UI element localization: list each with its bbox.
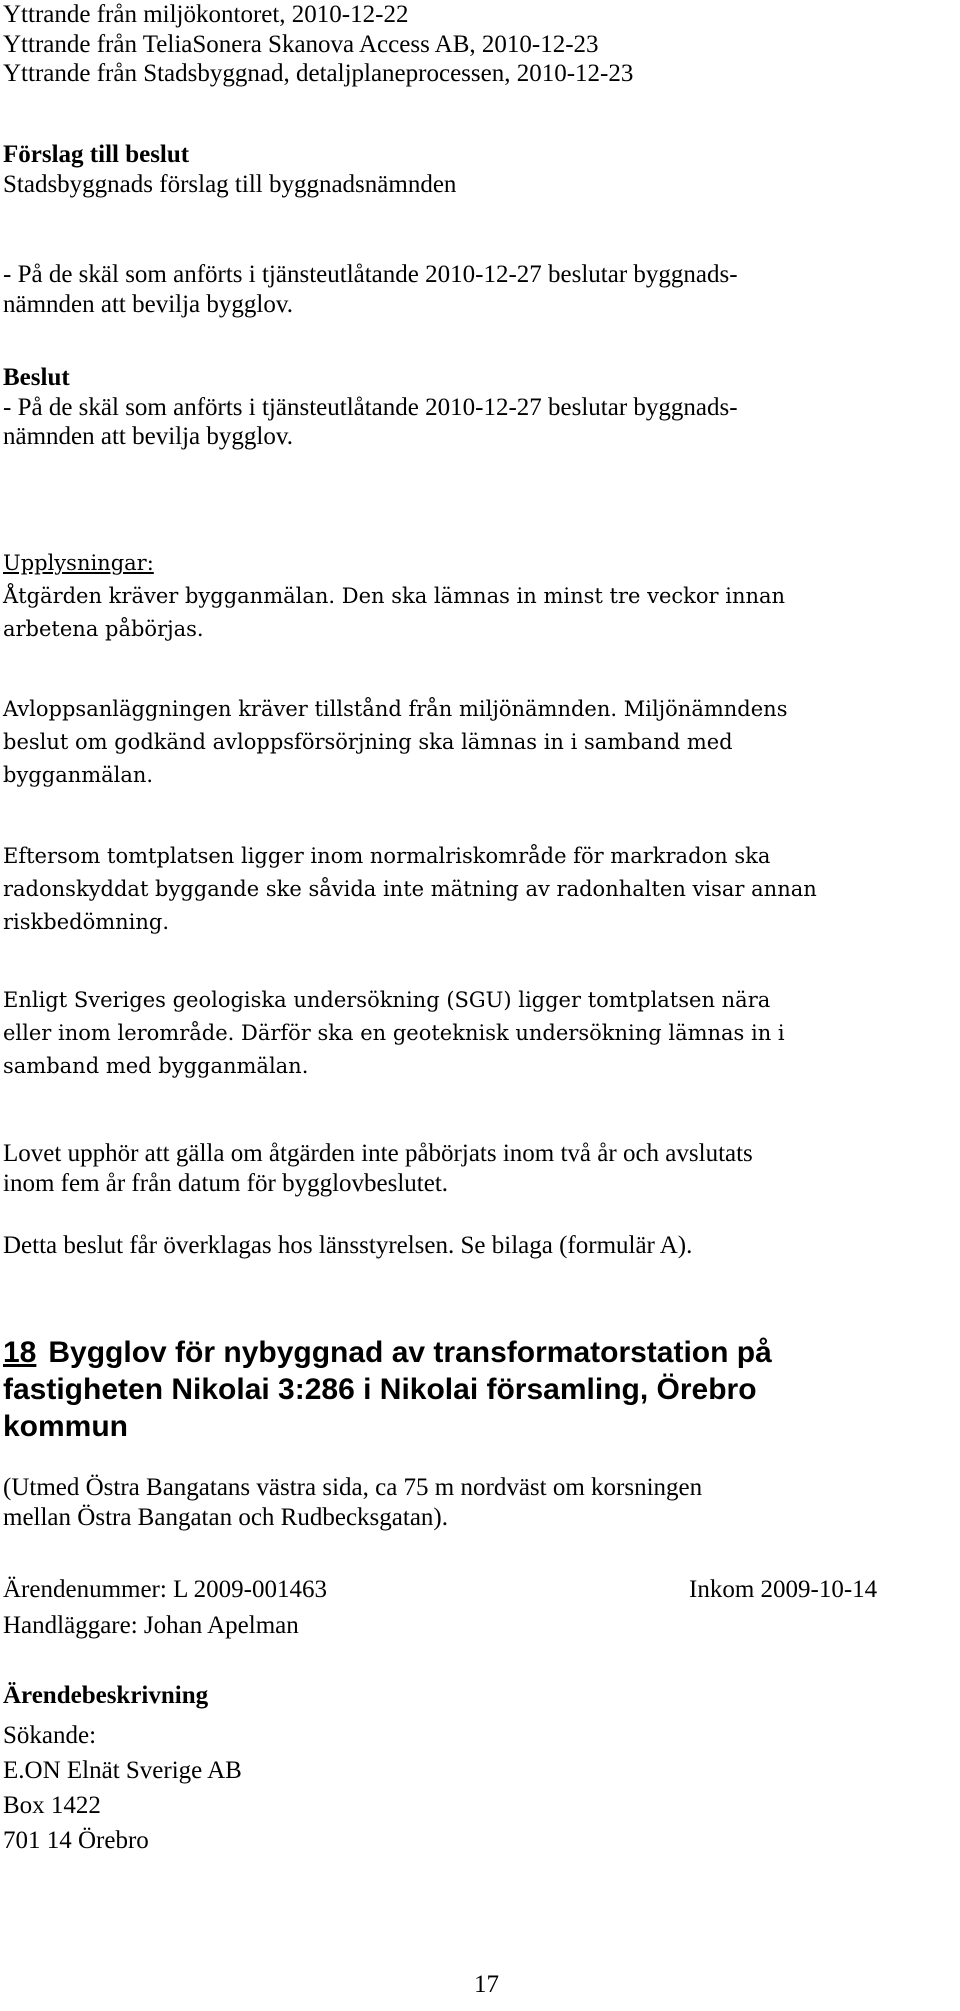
decision-text-line: nämnden att bevilja bygglov.: [3, 423, 293, 450]
received-date: Inkom 2009-10-14: [689, 1576, 878, 1603]
item-title: Bygglov för nybyggnad av transformatorstation på: [48, 1336, 772, 1369]
case-handler: Handläggare: Johan Apelman: [3, 1612, 299, 1639]
location-line: mellan Östra Bangatan och Rudbecksgatan).: [3, 1503, 448, 1531]
proposal-subheading: Stadsbyggnads förslag till byggnadsnämnden: [3, 170, 457, 198]
information-line: eller inom lerområde. Därför ska en geoteknisk undersökning lämnas in i: [3, 1021, 785, 1045]
information-line: beslut om godkänd avloppsförsörjning ska lämnas in i samband med: [3, 730, 733, 754]
page-number: 17: [474, 1971, 499, 1998]
proposal-section: [3, 140, 456, 199]
validity-paragraph: [3, 1139, 753, 1198]
location-line: (Utmed Östra Bangatans västra sida, ca 75 m nordväst om korsningen: [3, 1474, 703, 1501]
information-line: samband med bygganmälan.: [3, 1054, 309, 1078]
applicant-name: E.ON Elnät Sverige AB: [3, 1757, 242, 1784]
item-title: fastigheten Nikolai 3:286 i Nikolai församling, Örebro: [3, 1373, 757, 1406]
proposal-text-line: - På de skäl som anförts i tjänsteutlåtande 2010-12-27 beslutar byggnads-: [3, 261, 738, 288]
information-section: [3, 547, 785, 646]
applicant-block: [3, 1718, 242, 1858]
information-line: radonskyddat byggande ske såvida inte mätning av radonhalten visar annan: [3, 877, 817, 901]
information-line: arbetena påbörjas.: [3, 617, 204, 641]
information-paragraph: [3, 840, 817, 939]
proposal-heading: Förslag till beslut: [3, 141, 190, 168]
appeal-line: Detta beslut får överklagas hos länsstyrelsen. Se bilaga (formulär A).: [3, 1232, 693, 1259]
intro-line: Yttrande från miljökontoret, 2010-12-22: [3, 1, 409, 28]
item-heading: [3, 1334, 772, 1445]
intro-line: Yttrande från TeliaSonera Skanova Access AB, 2010-12-23: [3, 30, 599, 58]
description-section: [3, 1681, 208, 1711]
information-line: Åtgärden kräver bygganmälan. Den ska lämnas in minst tre veckor innan: [3, 584, 786, 608]
information-line: Avloppsanläggningen kräver tillstånd från miljönämnden. Miljönämndens: [3, 697, 788, 721]
item-location: [3, 1473, 702, 1532]
information-line: bygganmälan.: [3, 763, 154, 787]
information-paragraph: [3, 984, 785, 1083]
decision-heading: Beslut: [3, 364, 70, 391]
information-line: Eftersom tomtplatsen ligger inom normalriskområde för markradon ska: [3, 844, 771, 868]
item-number: 18: [3, 1336, 37, 1369]
applicant-box: Box 1422: [3, 1792, 101, 1819]
proposal-text-line: nämnden att bevilja bygglov.: [3, 290, 293, 318]
intro-block: [3, 0, 633, 89]
validity-line: Lovet upphör att gälla om åtgärden inte påbörjats inom två år och avslutats: [3, 1140, 753, 1167]
proposal-text: [3, 260, 738, 319]
information-paragraph: [3, 693, 787, 792]
description-heading: Ärendebeskrivning: [3, 1682, 209, 1709]
information-line: Enligt Sveriges geologiska undersökning (SGU) ligger tomtplatsen nära: [3, 988, 771, 1012]
decision-section: [3, 363, 738, 452]
applicant-label: Sökande:: [3, 1722, 97, 1749]
appeal-paragraph: [3, 1231, 692, 1261]
validity-line: inom fem år från datum för bygglovbeslutet.: [3, 1169, 449, 1197]
decision-text-line: - På de skäl som anförts i tjänsteutlåtande 2010-12-27 beslutar byggnads-: [3, 393, 738, 421]
applicant-city: 701 14 Örebro: [3, 1827, 149, 1854]
case-number: Ärendenummer: L 2009-001463: [3, 1576, 327, 1603]
information-heading: Upplysningar:: [3, 551, 154, 575]
information-line: riskbedömning.: [3, 910, 170, 934]
intro-line: Yttrande från Stadsbyggnad, detaljplaneprocessen, 2010-12-23: [3, 60, 634, 87]
item-title: kommun: [3, 1410, 129, 1443]
